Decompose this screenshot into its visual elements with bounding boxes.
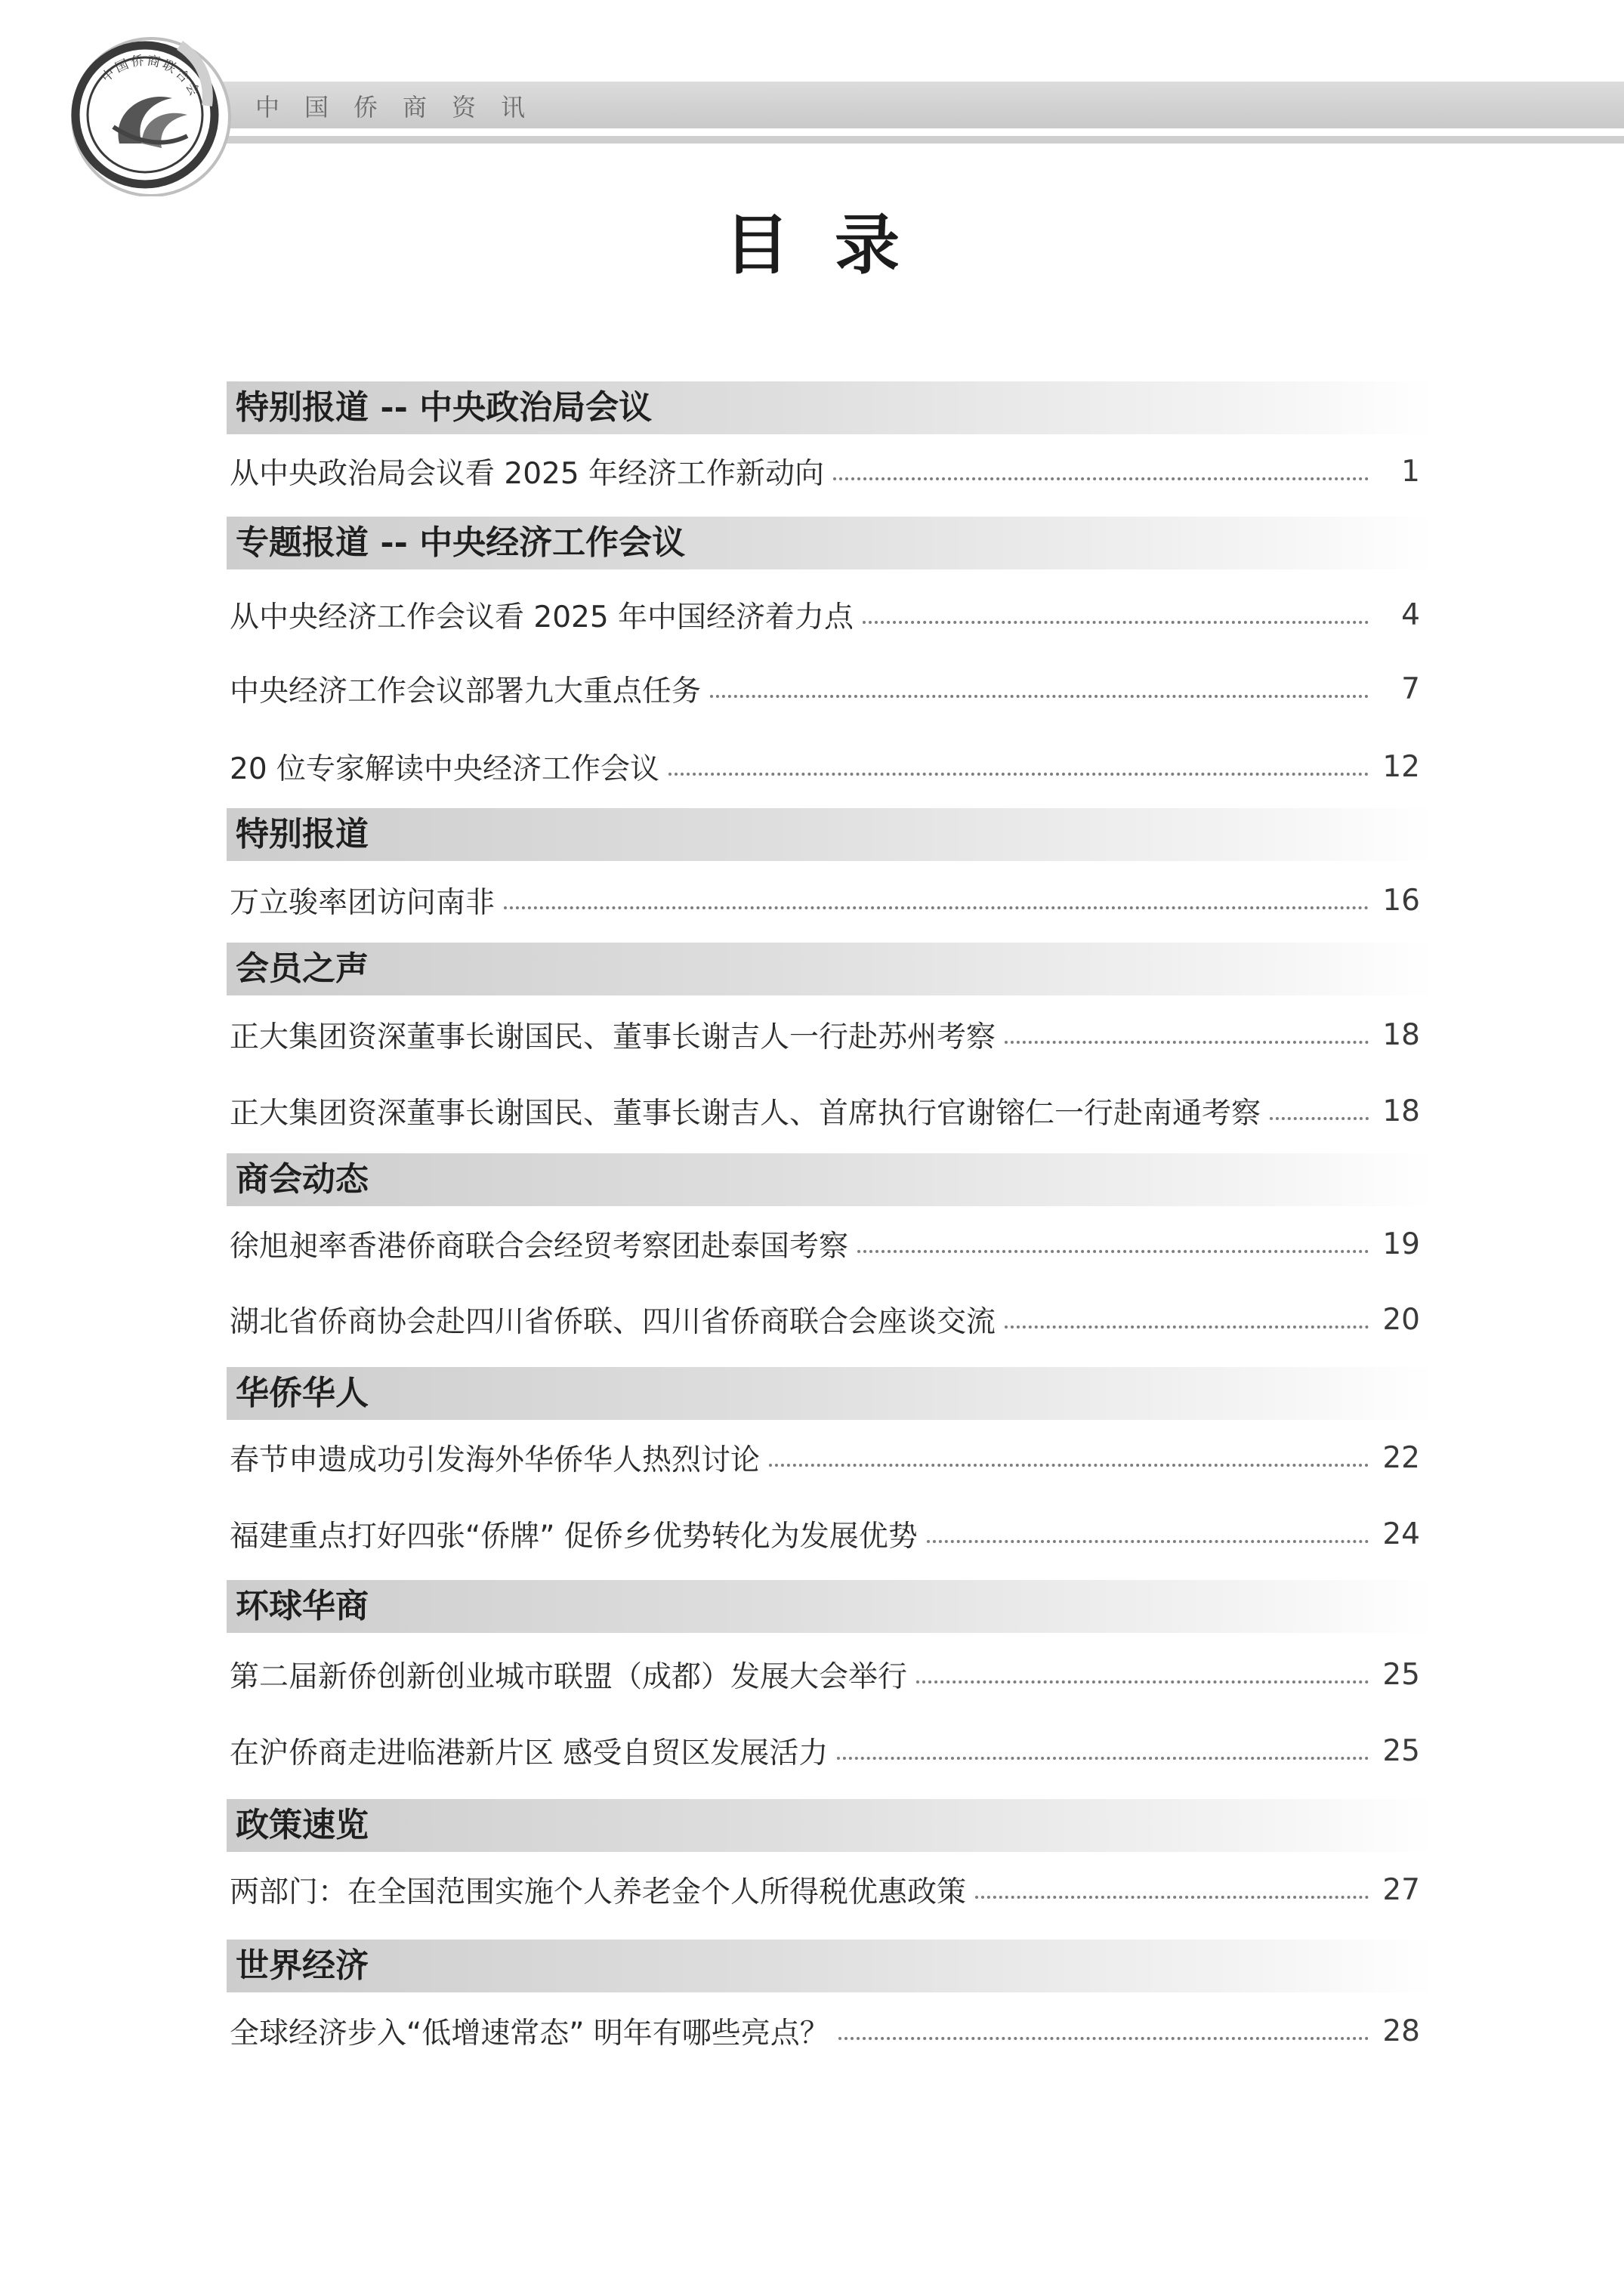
toc-section-title: 会员之声: [236, 949, 369, 988]
dot-leader: [1005, 1325, 1369, 1329]
toc-entry[interactable]: [230, 744, 1420, 789]
toc-section-title: 特别报道: [236, 815, 369, 853]
header-rule: [211, 136, 1624, 144]
toc-entry-title: 正大集团资深董事长谢国民、董事长谢吉人、首席执行官谢镕仁一行赴南通考察: [230, 1097, 1261, 1131]
dot-leader: [1005, 1041, 1369, 1044]
dot-leader: [710, 695, 1369, 698]
dot-leader: [833, 477, 1369, 480]
toc-section-header: [227, 943, 1435, 995]
toc-entry[interactable]: [230, 592, 1420, 637]
toc-page-number: 19: [1382, 1227, 1420, 1261]
dot-leader: [838, 2037, 1369, 2040]
toc-section-title: 商会动态: [236, 1160, 369, 1199]
dot-leader: [668, 773, 1369, 776]
toc-page-number: 25: [1382, 1657, 1420, 1692]
toc-entry-title: 在沪侨商走进临港新片区 感受自贸区发展活力: [230, 1736, 829, 1770]
toc-section-header: [227, 1580, 1435, 1633]
dot-leader: [975, 1896, 1369, 1899]
toc-entry[interactable]: [230, 2008, 1420, 2054]
toc-page-number: 24: [1382, 1517, 1420, 1551]
toc-page-number: 4: [1401, 597, 1420, 632]
toc-section-title: 专题报道 -- 中央经济工作会议: [236, 523, 686, 562]
toc-section-header: [227, 1940, 1435, 1992]
toc-entry-title: 从中央经济工作会议看 2025 年中国经济着力点: [230, 600, 854, 634]
toc-section-header: [227, 381, 1435, 434]
toc-entry[interactable]: [230, 449, 1420, 494]
toc-page-number: 1: [1401, 454, 1420, 489]
dot-leader: [504, 906, 1369, 909]
toc-page-number: 16: [1382, 883, 1420, 918]
toc-page-number: 12: [1382, 749, 1420, 784]
toc-entry-title: 正大集团资深董事长谢国民、董事长谢吉人一行赴苏州考察: [230, 1020, 996, 1054]
toc-entry[interactable]: [230, 1867, 1420, 1912]
dot-leader: [916, 1680, 1369, 1683]
toc-entry[interactable]: [230, 1728, 1420, 1773]
toc-entry[interactable]: [230, 1435, 1420, 1480]
toc-section-title: 政策速览: [236, 1806, 369, 1844]
toc-entry-title: 徐旭昶率香港侨商联合会经贸考察团赴泰国考察: [230, 1230, 849, 1264]
header-title: 中国侨商资讯: [255, 93, 551, 122]
logo-ring-text: 中国侨商联合会: [98, 53, 203, 100]
toc-entry[interactable]: [230, 666, 1420, 711]
toc-section-header: [227, 517, 1435, 569]
toc-entry[interactable]: [230, 1012, 1420, 1057]
toc-page-number: 20: [1382, 1302, 1420, 1337]
toc-section-title: 华侨华人: [236, 1374, 369, 1412]
toc-section-header: [227, 1153, 1435, 1206]
toc-entry-title: 万立骏率团访问南非: [230, 886, 496, 920]
toc-section-header: [227, 1799, 1435, 1852]
dot-leader: [1270, 1117, 1369, 1120]
toc-entry-title: 福建重点打好四张“侨牌” 促侨乡优势转化为发展优势: [230, 1520, 918, 1554]
page-header: [0, 0, 1624, 181]
toc-entry-title: 湖北省侨商协会赴四川省侨联、四川省侨商联合会座谈交流: [230, 1305, 996, 1339]
toc-page-number: 28: [1382, 2014, 1420, 2048]
toc-page-number: 18: [1382, 1094, 1420, 1128]
toc-entry[interactable]: [230, 1221, 1420, 1267]
toc-entry-title: 中央经济工作会议部署九大重点任务: [230, 674, 702, 708]
toc-page-number: 25: [1382, 1733, 1420, 1768]
dot-leader: [863, 621, 1369, 624]
toc-entry-title: 全球经济步入“低增速常态” 明年有哪些亮点？: [230, 2017, 829, 2051]
toc-page-number: 18: [1382, 1017, 1420, 1052]
toc-entry[interactable]: [230, 878, 1420, 923]
toc-section-title: 世界经济: [236, 1946, 369, 1985]
toc-section-title: 特别报道 -- 中央政治局会议: [236, 388, 653, 427]
toc-page-number: 27: [1382, 1872, 1420, 1907]
dot-leader: [837, 1757, 1369, 1760]
toc-entry-title: 20 位专家解读中央经济工作会议: [230, 752, 660, 786]
dot-leader: [857, 1250, 1369, 1253]
toc-section-header: [227, 1367, 1435, 1420]
toc-entry[interactable]: [230, 1297, 1420, 1342]
dot-leader: [927, 1540, 1369, 1543]
toc-entry[interactable]: [230, 1652, 1420, 1697]
toc-section-title: 环球华商: [236, 1587, 369, 1625]
dot-leader: [769, 1464, 1369, 1467]
page-title: 目录: [724, 208, 945, 283]
toc-entry-title: 第二届新侨创新创业城市联盟（成都）发展大会举行: [230, 1660, 908, 1694]
toc-section-header: [227, 808, 1435, 861]
toc-entry-title: 春节申遗成功引发海外华侨华人热烈讨论: [230, 1443, 761, 1477]
toc-entry[interactable]: [230, 1088, 1420, 1134]
toc-entry[interactable]: [230, 1511, 1420, 1557]
toc-entry-title: 从中央政治局会议看 2025 年经济工作新动向: [230, 457, 825, 491]
organization-logo-icon: [66, 30, 233, 196]
toc-entry-title: 两部门：在全国范围实施个人养老金个人所得税优惠政策: [230, 1875, 967, 1909]
toc-page-number: 22: [1382, 1440, 1420, 1475]
toc-page-number: 7: [1401, 671, 1420, 706]
